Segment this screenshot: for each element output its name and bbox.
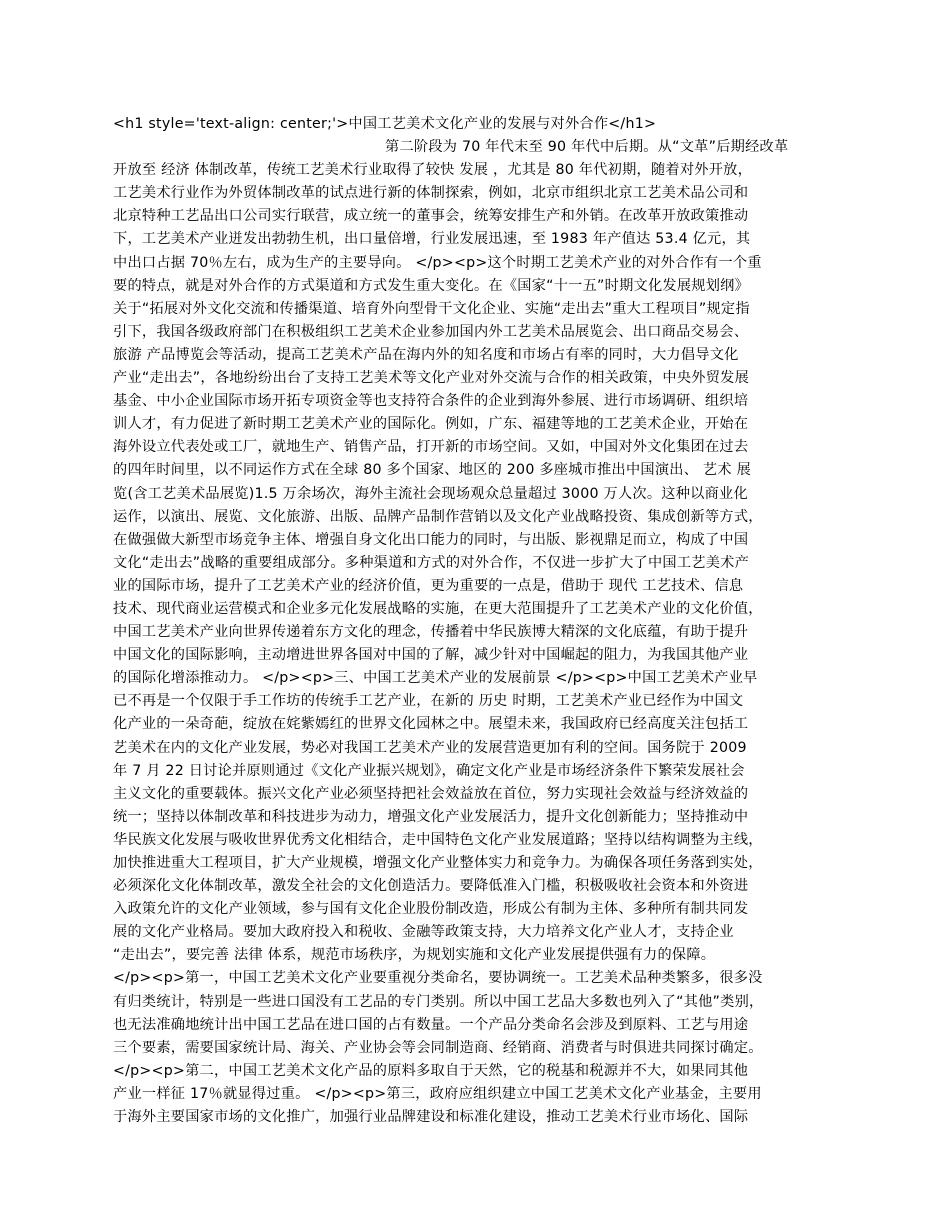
- text-line: 要的特点，就是对外合作的方式渠道和方式发生重大变化。在《国家“十一五”时期文化发展规划纲》: [113, 277, 750, 294]
- text-line: 北京特种工艺品出口公司实行联营，成立统一的董事会，统筹安排生产和外销。在改革开放政策推动: [113, 208, 749, 225]
- text-line: </p><p>第一，中国工艺美术文化产业要重视分类命名，要协调统一。工艺美术品种类繁多，很多没: [113, 970, 763, 987]
- text-line: 年 7 月 22 日讨论并原则通过《文化产业振兴规划》，确定文化产业是市场经济条件下繁荣发展社会: [113, 762, 745, 779]
- text-line: 技术、现代商业运营模式和企业多元化发展战略的实施，在更大范围提升了工艺美术产业的文化价值，: [113, 600, 763, 617]
- text-line: “走出去”，要完善 法律 体系，规范市场秩序，为规划实施和文化产业发展提供强有力的保障。: [113, 947, 716, 964]
- text-line: 关于“拓展对外文化交流和传播渠道、培育外向型骨干文化企业、实施“走出去”重大工程项目”规定指: [113, 300, 750, 317]
- text-line: 艺美术在内的文化产业发展，势必对我国工艺美术产业的发展营造更加有利的空间。国务院于 2009: [113, 739, 747, 756]
- text-line: 统一；坚持以体制改革和科技进步为动力，增强文化产业发展活力，提升文化创新能力；坚持推动中: [113, 808, 749, 825]
- text-line: 加快推进重大工程项目，扩大产业规模，增强文化产业整体实力和竞争力。为确保各项任务落到实处，: [113, 855, 763, 871]
- text-line: 下，工艺美术产业迸发出勃勃生机，出口量倍增，行业发展迅速，至 1983 年产值达 53.4 亿元，其: [113, 231, 751, 248]
- text-line: 海外设立代表处或工厂，就地生产、销售产品，打开新的市场空间。又如，中国对外文化集团在过去: [113, 439, 749, 456]
- text-line: 必须深化文化体制改革，激发全社会的文化创造活力。要降低准入门槛，积极吸收社会资本和外资进: [113, 878, 749, 895]
- text-line: 训人才，有力促进了新时期工艺美术产业的国际化。例如，广东、福建等地的工艺美术企业，开始在: [113, 416, 749, 433]
- text-line: 运作，以演出、展览、文化旅游、出版、品牌产品制作营销以及文化产业战略投资、集成创新等方式，: [113, 508, 763, 525]
- text-line: 第二阶段为 70 年代末至 90 年代中后期。从“文革”后期经改革: [385, 139, 789, 156]
- text-line: 的国际化增添推动力。 </p><p>三、中国工艺美术产业的发展前景 </p><p>中国工艺美术产业早: [113, 670, 758, 687]
- text-line: <h1 style='text-align: center;'>中国工艺美术文化产业的发展与对外合作</h1>: [113, 116, 657, 132]
- text-line: 展的文化产业格局。要加大政府投入和税收、金融等政策支持，大力培养文化产业人才，支持企业: [113, 924, 734, 941]
- text-line: 引下，我国各级政府部门在积极组织工艺美术企业参加国内外工艺美术品展览会、出口商品交易会、: [113, 323, 749, 340]
- text-line: 旅游 产品博览会等活动，提高工艺美术产品在海内外的知名度和市场占有率的同时，大力倡导文化: [113, 346, 739, 363]
- text-line: 开放至 经济 体制改革，传统工艺美术行业取得了较快 发展 ，尤其是 80 年代初期，随着对外开放，: [113, 162, 753, 179]
- text-line: 已不再是一个仅限于手工作坊的传统手工艺产业，在新的 历史 时期，工艺美术产业已经作为中国文: [113, 693, 744, 710]
- document-body: [113, 113, 841, 1129]
- text-line: 中国文化的国际影响，主动增进世界各国对中国的了解，减少针对中国崛起的阻力，为我国其他产业: [113, 647, 749, 664]
- text-line: 中出口占据 70％左右，成为生产的主要导向。 </p><p>这个时期工艺美术产业的对外合作有一个重: [113, 254, 762, 271]
- text-line: 于海外主要国家市场的文化推广，加强行业品牌建设和标准化建设，推动工艺美术行业市场化、国际: [113, 1109, 749, 1126]
- text-line: 在做强做大新型市场竞争主体、增强自身文化出口能力的同时，与出版、影视鼎足而立，构成了中国: [113, 531, 749, 548]
- text-line: 文化“走出去”战略的重要组成部分。多种渠道和方式的对外合作，不仅进一步扩大了中国工艺美术产: [113, 554, 750, 571]
- text-line: 产业“走出去”，各地纷纷出台了支持工艺美术等文化产业对外交流与合作的相关政策，中央外贸发展: [113, 370, 750, 387]
- text-line: 产业一样征 17％就显得过重。 </p><p>第三，政府应组织建立中国工艺美术文化产业基金，主要用: [113, 1085, 762, 1102]
- text-line: 三个要素，需要国家统计局、海关、产业协会等会同制造商、经销商、消费者与时俱进共同探讨确定。: [113, 1039, 763, 1056]
- text-line: 览(含工艺美术品展览)1.5 万余场次，海外主流社会现场观众总量超过 3000 万人次。这种以商业化: [113, 485, 748, 502]
- text-line: 的四年时间里，以不同运作方式在全球 80 多个国家、地区的 200 多座城市推出中国演出、 艺术 展: [113, 462, 752, 479]
- text-line: 华民族文化发展与吸收世界优秀文化相结合，走中国特色文化产业发展道路；坚持以结构调整为主线，: [113, 831, 763, 848]
- text-line: 入政策允许的文化产业领域，参与国有文化企业股份制改造，形成公有制为主体、多种所有制共同发: [113, 901, 749, 918]
- text-line: 也无法准确地统计出中国工艺品在进口国的占有数量。一个产品分类命名会涉及到原料、工艺与用途: [113, 1016, 749, 1033]
- text-line: 基金、中小企业国际市场开拓专项资金等也支持符合条件的企业到海外参展、进行市场调研、组织培: [113, 393, 749, 410]
- text-line: </p><p>第二，中国工艺美术文化产品的原料多取自于天然，它的税基和税源并不大，如果同其他: [113, 1062, 749, 1079]
- text-line: 有归类统计，特别是一些进口国没有工艺品的专门类别。所以中国工艺品大多数也列入了“其他”类别，: [113, 993, 764, 1010]
- text-line: 业的国际市场，提升了工艺美术产业的经济价值，更为重要的一点是，借助于 现代 工艺技术、信息: [113, 577, 744, 594]
- text-line: 工艺美术行业作为外贸体制改革的试点进行新的体制探索，例如，北京市组织北京工艺美术品公司和: [113, 185, 749, 202]
- text-line: 化产业的一朵奇葩，绽放在姹紫嫣红的世界文化园林之中。展望未来，我国政府已经高度关注包括工: [113, 716, 749, 733]
- text-line: 中国工艺美术产业向世界传递着东方文化的理念，传播着中华民族博大精深的文化底蕴，有助于提升: [113, 624, 749, 641]
- text-line: 主义文化的重要载体。振兴文化产业必须坚持把社会效益放在首位，努力实现社会效益与经济效益的: [113, 785, 749, 802]
